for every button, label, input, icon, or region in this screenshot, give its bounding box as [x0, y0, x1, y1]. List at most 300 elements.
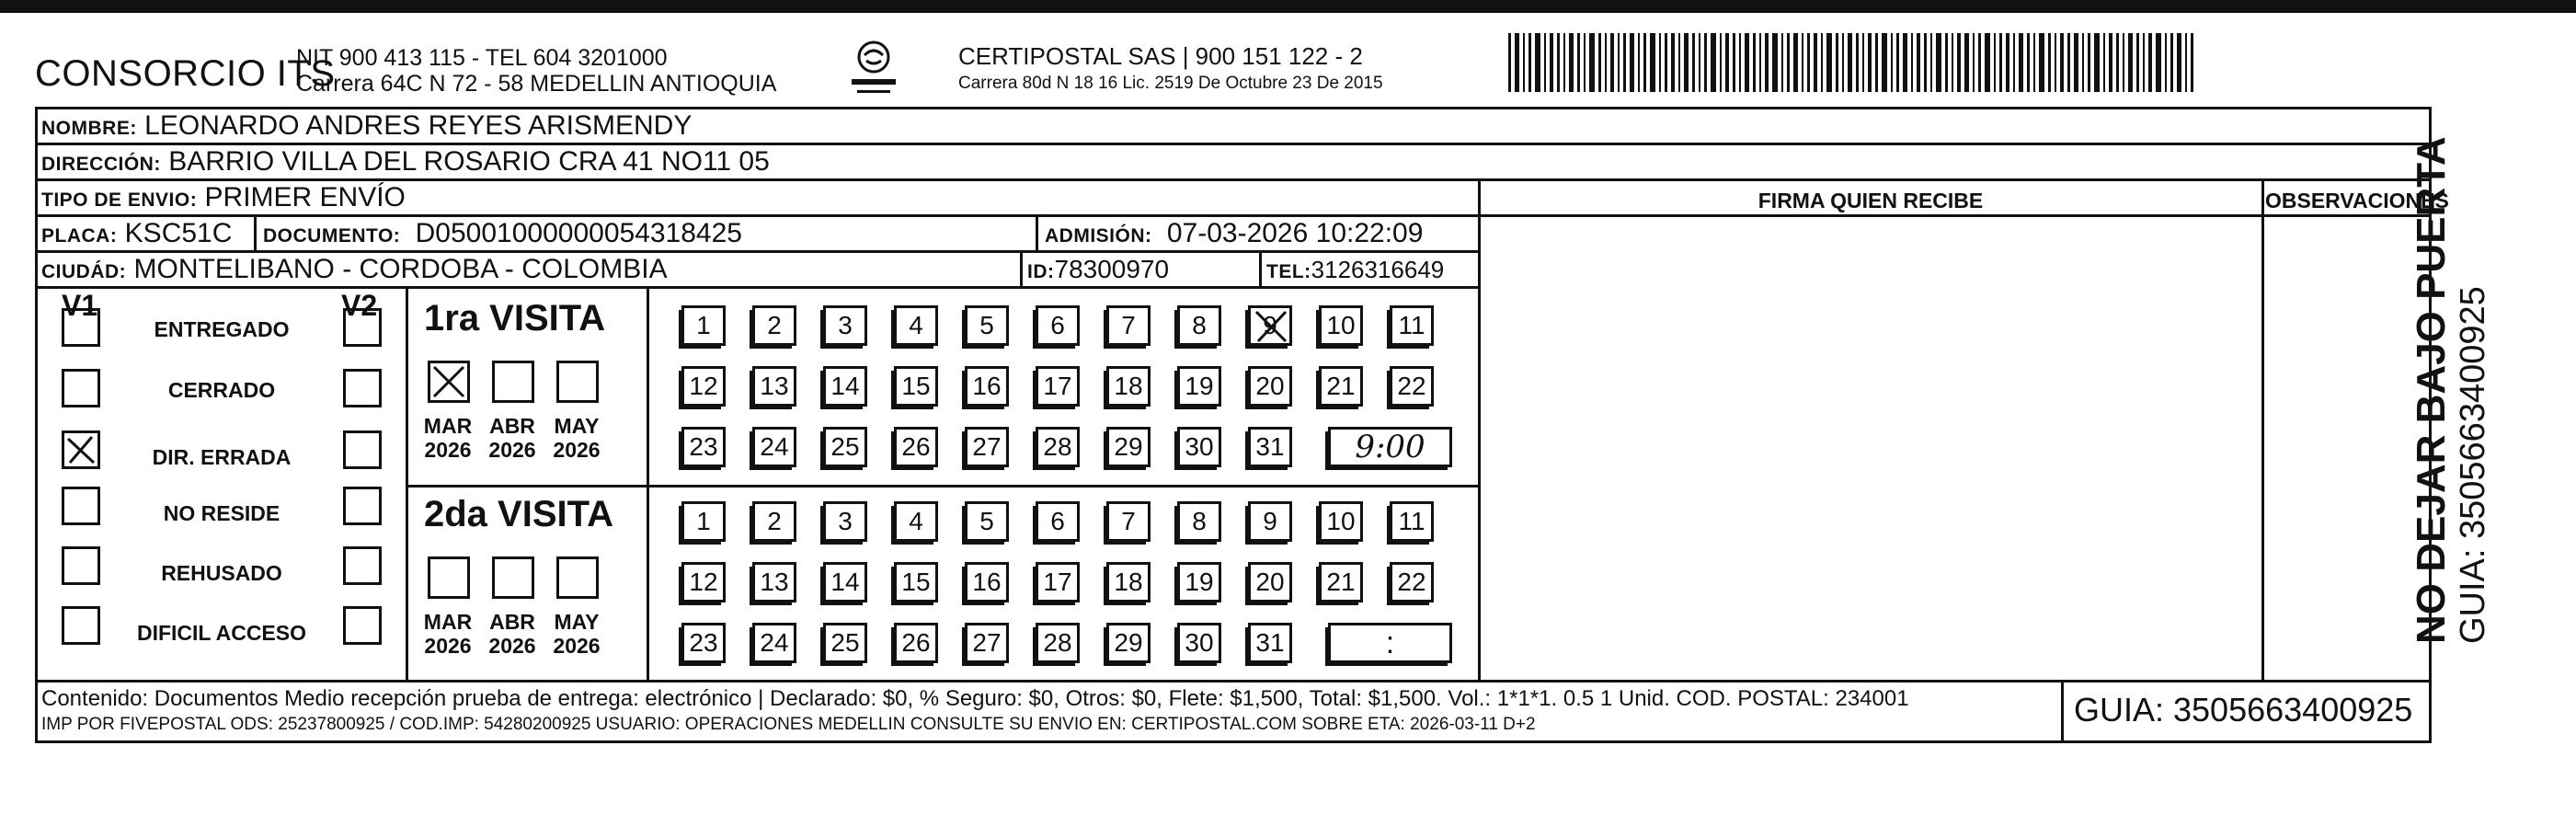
time-box[interactable]: 9:00	[1328, 427, 1452, 467]
barcode-bar	[1930, 33, 1932, 92]
day-number: 4	[909, 311, 923, 339]
day-box[interactable]	[1106, 562, 1151, 602]
month-label	[549, 610, 604, 658]
status-v1-checkbox[interactable]	[62, 430, 100, 469]
day-number: 14	[830, 568, 860, 596]
day-number: 6	[1050, 311, 1065, 339]
day-box[interactable]	[1177, 305, 1221, 346]
status-label: DIR. ERRADA	[152, 445, 292, 469]
status-v2-checkbox[interactable]	[343, 487, 382, 525]
day-box[interactable]	[752, 501, 796, 542]
day-number: 22	[1397, 372, 1426, 400]
company-nit-tel: NIT 900 413 115 - TEL 604 3201000	[296, 45, 668, 71]
barcode-bar	[2170, 33, 2173, 92]
divider-visits	[406, 485, 1478, 488]
barcode-bar	[1964, 33, 1969, 92]
month-label	[485, 610, 540, 658]
day-box[interactable]	[823, 562, 867, 602]
certipostal-logo	[844, 39, 903, 105]
status-v1-checkbox[interactable]	[62, 606, 100, 645]
barcode-bar	[1557, 33, 1560, 92]
day-box[interactable]	[823, 305, 867, 346]
barcode-bar	[1821, 33, 1823, 92]
firma-header: FIRMA QUIEN RECIBE	[1757, 189, 1984, 212]
barcode-bar	[2191, 33, 2193, 92]
month-checkbox[interactable]	[556, 361, 599, 403]
day-box[interactable]	[1390, 305, 1434, 346]
day-box[interactable]	[965, 366, 1009, 407]
day-number: 15	[901, 568, 931, 596]
barcode-bar	[1523, 33, 1525, 92]
barcode-bar	[1577, 33, 1580, 92]
barcode-bar	[2148, 33, 2152, 92]
barcode-bar	[1650, 33, 1655, 92]
row-nombre	[38, 109, 2429, 145]
barcode-bar	[2109, 33, 2112, 92]
day-number: 17	[1043, 372, 1072, 400]
barcode-bar	[1985, 33, 1990, 92]
day-box[interactable]	[894, 562, 938, 602]
barcode-bar	[2185, 33, 2187, 92]
barcode-bar	[1739, 33, 1741, 92]
visit-title: 2da VISITA	[424, 494, 613, 534]
day-box[interactable]	[681, 562, 726, 602]
footer-line2: IMP POR FIVEPOSTAL ODS: 25237800925 / COD.IMP: 54280200925 USUARIO: OPERACIONES MEDELLIN CONSULTE SU ENVIO EN: CERTIPOSTAL.COM SOBRE ETA: 2026-03-11 D+2	[41, 715, 1536, 734]
documento-field	[263, 217, 742, 253]
tel-value: 3126316649	[1311, 256, 1445, 283]
month-year: 2026	[553, 438, 601, 462]
barcode-bar	[1924, 33, 1927, 92]
barcode-bar	[1643, 33, 1646, 92]
barcode-bar	[1868, 33, 1872, 92]
barcode-bar	[1896, 33, 1899, 92]
day-number: 5	[979, 311, 994, 339]
barcode-bar	[1550, 33, 1553, 92]
barcode-bar	[1856, 33, 1859, 92]
day-number: 16	[972, 568, 1002, 596]
month-checkbox[interactable]	[492, 556, 534, 599]
day-number: 28	[1043, 432, 1072, 461]
barcode-bar	[1836, 33, 1838, 92]
day-box[interactable]	[1177, 562, 1221, 602]
divider-tel	[1259, 253, 1262, 286]
tipo-label: TIPO DE ENVIO:	[41, 189, 198, 211]
barcode-bar	[1508, 33, 1511, 92]
barcode-bar	[1945, 33, 1948, 92]
v2-label: V2	[341, 289, 378, 322]
barcode-bar	[2013, 33, 2015, 92]
barcode-bar	[1787, 33, 1790, 92]
day-number: 7	[1121, 311, 1136, 339]
day-number: 15	[901, 372, 931, 400]
barcode-bar	[1903, 33, 1907, 92]
month-year: 2026	[424, 438, 472, 462]
day-number: 21	[1326, 568, 1356, 596]
divider-id	[1020, 253, 1023, 286]
status-label: NO RESIDE	[163, 501, 280, 525]
divider-observaciones	[2261, 181, 2264, 680]
month-checkbox[interactable]	[556, 556, 599, 599]
direccion-value: BARRIO VILLA DEL ROSARIO CRA 41 NO11 05	[168, 146, 770, 177]
day-box[interactable]	[823, 427, 867, 467]
observaciones-header: OBSERVACIONES	[2265, 189, 2449, 212]
month-year: 2026	[488, 438, 536, 462]
day-box[interactable]	[1177, 501, 1221, 542]
barcode-bar	[2165, 33, 2167, 92]
barcode-bar	[1911, 33, 1913, 92]
day-number: 8	[1192, 311, 1207, 339]
barcode-bar	[2019, 33, 2023, 92]
divider-admision	[1036, 217, 1038, 250]
barcode-bar	[2048, 33, 2051, 92]
day-number: 6	[1050, 507, 1065, 535]
day-box[interactable]	[1177, 366, 1221, 407]
status-label: CERRADO	[167, 378, 276, 402]
day-box[interactable]	[681, 366, 726, 407]
day-box[interactable]	[1036, 305, 1080, 346]
barcode-bar	[2123, 33, 2124, 92]
barcode-bar	[1772, 33, 1778, 92]
day-box[interactable]	[1248, 366, 1292, 407]
month-year: 2026	[488, 634, 536, 658]
barcode-bar	[2143, 33, 2145, 92]
id-field	[1027, 253, 1169, 289]
day-box[interactable]	[1248, 623, 1292, 663]
barcode-bar	[1671, 33, 1675, 92]
day-number: 14	[830, 372, 860, 400]
documento-label: DOCUMENTO:	[263, 225, 401, 247]
barcode-bar	[1793, 33, 1798, 92]
day-number: 12	[689, 568, 718, 596]
day-number: 5	[979, 507, 994, 535]
day-box[interactable]	[823, 501, 867, 542]
day-number: 20	[1255, 372, 1285, 400]
barcode-bar	[2067, 33, 2070, 92]
barcode-bar	[1765, 33, 1769, 92]
barcode-bar	[1814, 33, 1817, 92]
day-number: 22	[1397, 568, 1426, 596]
barcode-bar	[1745, 33, 1749, 92]
status-v2-checkbox[interactable]	[343, 308, 382, 347]
tel-field	[1266, 253, 1444, 289]
day-box[interactable]	[1177, 623, 1221, 663]
day-box[interactable]	[1036, 623, 1080, 663]
day-box[interactable]	[752, 427, 796, 467]
day-number: 19	[1185, 372, 1214, 400]
courier-name: CERTIPOSTAL SAS | 900 151 122 - 2	[958, 42, 1363, 70]
day-number: 18	[1114, 568, 1143, 596]
divider-column-header	[1478, 214, 2429, 217]
nombre-value: LEONARDO ANDRES REYES ARISMENDY	[144, 110, 693, 141]
day-number: 24	[760, 432, 789, 461]
barcode-bar	[1589, 33, 1595, 92]
day-box[interactable]	[1319, 305, 1363, 346]
status-label: ENTREGADO	[154, 317, 290, 341]
month-name: MAR	[423, 414, 473, 438]
day-box[interactable]	[1036, 501, 1080, 542]
day-box[interactable]	[965, 305, 1009, 346]
day-number: 25	[830, 432, 860, 461]
tipo-value: PRIMER ENVÍO	[204, 182, 406, 212]
company-name: CONSORCIO ITS	[35, 53, 336, 94]
day-number: 16	[972, 372, 1002, 400]
month-checkbox[interactable]	[428, 556, 470, 599]
barcode-bar	[1882, 33, 1887, 92]
barcode-bar	[1952, 33, 1953, 92]
status-label: REHUSADO	[161, 561, 282, 585]
day-number: 29	[1114, 432, 1143, 461]
direccion-label: DIRECCIÓN:	[41, 154, 161, 175]
admision-label: ADMISIÓN:	[1045, 225, 1152, 247]
status-v1-checkbox[interactable]	[62, 546, 100, 585]
day-number: 9	[1263, 507, 1277, 535]
day-box[interactable]	[1248, 305, 1292, 346]
day-box[interactable]	[752, 562, 796, 602]
day-box[interactable]	[1177, 427, 1221, 467]
day-number: 30	[1185, 628, 1214, 657]
day-box[interactable]	[681, 501, 726, 542]
barcode	[1508, 33, 2248, 92]
barcode-bar	[1842, 33, 1844, 92]
day-box[interactable]	[965, 501, 1009, 542]
status-v2-checkbox[interactable]	[343, 606, 382, 645]
month-year: 2026	[424, 634, 472, 658]
day-box[interactable]	[894, 623, 938, 663]
day-number: 29	[1114, 628, 1143, 657]
barcode-bar	[2039, 33, 2044, 92]
day-box[interactable]	[965, 562, 1009, 602]
day-box[interactable]	[1319, 366, 1363, 407]
delivery-form	[35, 107, 2449, 743]
tel-label: TEL:	[1266, 261, 1311, 282]
barcode-bar	[1826, 33, 1832, 92]
side-warning: NO DEJAR BAJO PUERTA	[2409, 136, 2454, 644]
id-value: 78300970	[1054, 255, 1170, 283]
status-v2-checkbox[interactable]	[343, 369, 382, 407]
day-box[interactable]	[1106, 305, 1151, 346]
ciudad-label: CIUDÁD:	[41, 261, 127, 282]
day-number: 2	[767, 311, 782, 339]
divider-firma	[1478, 181, 1481, 680]
barcode-bar	[2033, 33, 2035, 92]
barcode-bar	[1891, 33, 1893, 92]
barcode-bar	[1711, 33, 1716, 92]
barcode-bar	[1569, 33, 1574, 92]
day-box[interactable]	[1390, 501, 1434, 542]
day-number: 9	[1263, 311, 1277, 339]
day-box[interactable]	[894, 305, 938, 346]
barcode-bar	[1720, 33, 1722, 92]
barcode-bar	[1999, 33, 2002, 92]
day-box[interactable]	[1319, 501, 1363, 542]
status-v1-checkbox[interactable]	[62, 308, 100, 347]
day-box[interactable]	[752, 305, 796, 346]
day-box[interactable]	[823, 623, 867, 663]
day-number: 1	[696, 507, 711, 535]
barcode-bar	[2088, 33, 2090, 92]
barcode-bar	[1605, 33, 1607, 92]
day-number: 13	[760, 568, 789, 596]
row-ciudad	[38, 253, 1478, 289]
month-label	[485, 414, 540, 462]
barcode-bar	[1535, 33, 1540, 92]
barcode-bar	[1753, 33, 1756, 92]
barcode-bar	[2156, 33, 2161, 92]
day-box[interactable]	[1248, 562, 1292, 602]
barcode-bar	[1678, 33, 1680, 92]
day-box[interactable]	[1106, 427, 1151, 467]
barcode-bar	[1978, 33, 1981, 92]
day-number: 27	[972, 432, 1002, 461]
day-number: 31	[1255, 628, 1285, 657]
day-box[interactable]	[1248, 501, 1292, 542]
status-v2-checkbox[interactable]	[343, 430, 382, 469]
day-box[interactable]	[681, 623, 726, 663]
month-name: MAY	[554, 610, 600, 634]
day-box[interactable]	[1106, 623, 1151, 663]
barcode-bar	[1623, 33, 1626, 92]
footer-guia: GUIA: 3505663400925	[2074, 691, 2413, 728]
top-border-band	[0, 0, 2576, 13]
day-box[interactable]	[752, 623, 796, 663]
day-number: 10	[1326, 311, 1356, 339]
day-box[interactable]	[1106, 501, 1151, 542]
barcode-bar	[2060, 33, 2064, 92]
day-number: 23	[689, 628, 718, 657]
day-box[interactable]	[894, 366, 938, 407]
day-box[interactable]	[1390, 366, 1434, 407]
day-number: 25	[830, 628, 860, 657]
barcode-bar	[1733, 33, 1735, 92]
day-number: 2	[767, 507, 782, 535]
admision-field	[1045, 217, 1423, 253]
barcode-bar	[1699, 33, 1700, 92]
month-label	[420, 414, 475, 462]
v1-label: V1	[62, 289, 98, 322]
barcode-bar	[1598, 33, 1601, 92]
day-number: 30	[1185, 432, 1214, 461]
day-box[interactable]	[1036, 427, 1080, 467]
month-year: 2026	[553, 634, 601, 658]
barcode-bar	[1659, 33, 1661, 92]
day-box[interactable]	[894, 427, 938, 467]
day-number: 18	[1114, 372, 1143, 400]
day-box[interactable]	[1390, 562, 1434, 602]
day-number: 1	[696, 311, 711, 339]
barcode-bar	[1610, 33, 1614, 92]
day-number: 13	[760, 372, 789, 400]
barcode-bar	[1973, 33, 1975, 92]
day-box[interactable]	[1319, 562, 1363, 602]
day-box[interactable]	[894, 501, 938, 542]
day-number: 8	[1192, 507, 1207, 535]
barcode-bar	[1862, 33, 1864, 92]
barcode-bar	[1807, 33, 1810, 92]
day-number: 12	[689, 372, 718, 400]
barcode-bar	[2055, 33, 2056, 92]
day-number: 3	[838, 507, 853, 535]
nombre-label: NOMBRE:	[41, 118, 137, 139]
month-name: ABR	[489, 610, 535, 634]
admision-value: 07-03-2026 10:22:09	[1166, 218, 1424, 248]
day-number: 20	[1255, 568, 1285, 596]
id-label: ID:	[1027, 261, 1055, 282]
day-number: 26	[901, 432, 931, 461]
month-name: MAY	[554, 414, 600, 438]
day-number: 17	[1043, 568, 1072, 596]
day-box[interactable]	[1106, 366, 1151, 407]
day-box[interactable]	[681, 305, 726, 346]
row-direccion	[38, 145, 2429, 181]
day-number: 24	[760, 628, 789, 657]
day-box[interactable]	[1248, 427, 1292, 467]
side-text	[2410, 136, 2492, 644]
day-box[interactable]	[1036, 562, 1080, 602]
day-check-mark	[1253, 308, 1289, 354]
month-checkbox[interactable]	[492, 361, 534, 403]
barcode-bar	[2006, 33, 2009, 92]
day-number: 26	[901, 628, 931, 657]
barcode-bar	[1848, 33, 1852, 92]
footer-line1: Contenido: Documentos Medio recepción prueba de entrega: electrónico | Declarado: $0, % Seguro: $0, Otros: $0, Flete: $1,500, Total: $1,500. Vol.: 1*1*1. 0.5 1 Unid. COD. POSTAL: 234001	[41, 686, 1909, 711]
barcode-bar	[1684, 33, 1689, 92]
placa-label: PLACA:	[41, 225, 118, 247]
day-box[interactable]	[823, 366, 867, 407]
barcode-bar	[1584, 33, 1586, 92]
barcode-bar	[1957, 33, 1961, 92]
day-box[interactable]	[965, 623, 1009, 663]
barcode-bar	[1936, 33, 1941, 92]
month-name: MAR	[423, 610, 473, 634]
courier-address: Carrera 80d N 18 16 Lic. 2519 De Octubre 23 De 2015	[958, 74, 1383, 93]
day-number: 27	[972, 628, 1002, 657]
barcode-bar	[1638, 33, 1640, 92]
month-name: ABR	[489, 414, 535, 438]
barcode-bar	[1692, 33, 1695, 92]
barcode-bar	[2128, 33, 2133, 92]
barcode-bar	[2094, 33, 2100, 92]
company-address: Carrera 64C N 72 - 58 MEDELLIN ANTIOQUIA	[296, 71, 777, 97]
day-box[interactable]	[752, 366, 796, 407]
barcode-bar	[2074, 33, 2078, 92]
status-v1-checkbox[interactable]	[62, 487, 100, 525]
time-box[interactable]: :	[1328, 623, 1452, 663]
documento-value: D05001000000054318425	[415, 218, 742, 248]
status-v1-checkbox[interactable]	[62, 369, 100, 407]
barcode-bar	[1725, 33, 1729, 92]
month-label	[420, 610, 475, 658]
day-number: 3	[838, 311, 853, 339]
day-box[interactable]	[1036, 366, 1080, 407]
day-box[interactable]	[681, 427, 726, 467]
barcode-bar	[1618, 33, 1620, 92]
divider-footer	[38, 680, 2429, 683]
status-v2-checkbox[interactable]	[343, 546, 382, 585]
barcode-bar	[1515, 33, 1519, 92]
barcode-bar	[2027, 33, 2030, 92]
barcode-bar	[1544, 33, 1546, 92]
day-box[interactable]	[965, 427, 1009, 467]
barcode-bar	[2082, 33, 2084, 92]
divider-guia	[2061, 680, 2064, 740]
barcode-bar	[2116, 33, 2119, 92]
month-checkbox[interactable]	[428, 361, 470, 403]
ciudad-value: MONTELIBANO - CORDOBA - COLOMBIA	[133, 254, 668, 284]
barcode-bar	[1563, 33, 1565, 92]
barcode-bar	[1528, 33, 1531, 92]
month-label	[549, 414, 604, 462]
day-number: 10	[1326, 507, 1356, 535]
